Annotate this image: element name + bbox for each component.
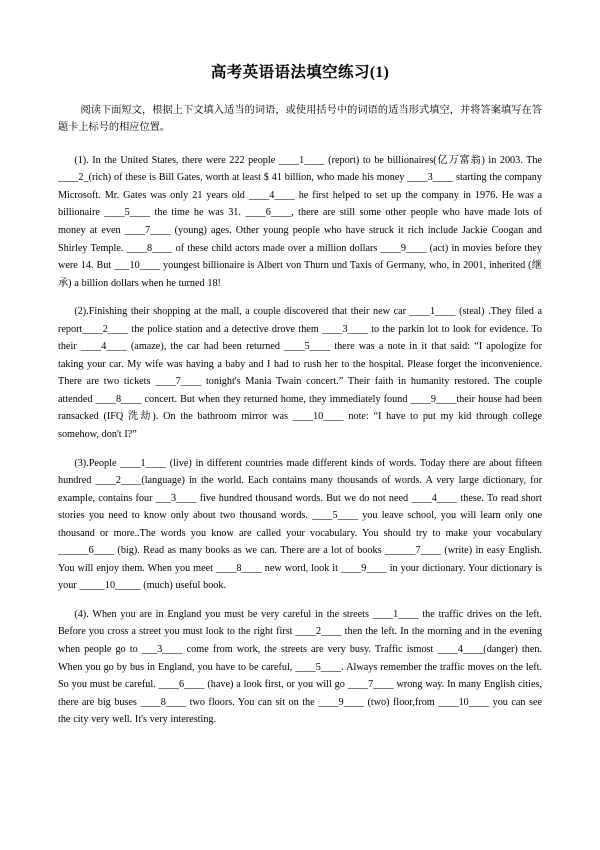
exercise-paragraph-2: (2).Finishing their shopping at the mall, a couple discovered that their new car ____1____ (steal) .They filed a report____2____ the police station and a detective drove them ____3____ to the parkin lot to look for evidence. To their ____4____ (amaze), the car had been returned ____5____ there was a note in it that said: “I apologize for taking your car. My wife was having a baby and I had to rush her to the hospital. Please forget the inconvenience. There are two tickets ____7____ tonight's Mania Twain concert.” Their faith in humanity restored. The couple attended ____8____ concert. But when they returned home, they immediately found ____9____their house had been ransacked (IFQ 洗劫). On the bathroom mirror was ____10____ note: “I have to put my kid through college somehow, don't I?” xyxy=(58,306,542,440)
exercise-paragraph-3: (3).People ____1____ (live) in different countries made different kinds of words. Today there are about fifteen hundred ____2____(language) in the world. Each contains many thousands of words. A very large dictionary, for example, contains four ___3____ five hundred thousand words. But we do not need ____4____ these. To read short stories you need to know only about two thousand words. ____5____ you leave school, you will learn only one thousand or more..The words you know are called your vocabulary. You should try to make your vocabulary ______6____ (big). Read as many books as we can. There are a lot of books ______7____ (write) in easy English. You will enjoy them. When you meet ____8____ new word, look it ____9____ in your dictionary. Your dictionary is your _____10_____ (much) useful book. xyxy=(58,457,542,592)
page-title: 高考英语语法填空练习(1) xyxy=(210,64,390,81)
exercise-paragraph-1: (1). In the United States, there were 222 people ____1____ (report) to be billionaires(亿万富翁) in 2003. The ____2_(rich) of these is Bill Gates, worth at least $ 41 billion, who made his money ____3____ starting the company Microsoft. Mr. Gates was only 21 years old ____4____ he first helped to set up the company in 1976. He was a billionaire ____5____ the time he was 31. ____6____, there are still some other people who have made lots of money at even ____7____ (young) ages. Other young people who have struck it rich include Jackie Coogan and Shirley Temple. ____8____ of these child actors made over a million dollars ____9____ (act) in movies before they were 14. But ___10____ youngest billionaire is Albert von Thurn und Taxis of Germany, who, in 2001, inherited (继承) a billion dollars when he turned 18! xyxy=(58,154,542,289)
exercise-paragraph-4: (4). When you are in England you must be very careful in the streets ____1____ the traffic drives on the left. Before you cross a street you must look to the right first ____2____ then the left. In the morning and in the evening when people go to ___3____ come from work, the streets are very busy. Traffic ismost ____4____(danger) then. When you go by bus in England, you have to be careful, ____5____. Always remember the traffic moves on the left. So you must be careful. ____6____ (have) a look first, or you will go ____7____ wrong way. In many English cities, there are big buses ____8____ two floors. You can sit on the ____9____ (two) floor,from ____10____ you can see the city very well. It's very interesting. xyxy=(58,608,542,726)
instructions-paragraph: 阅读下面短文，根据上下文填入适当的词语，或使用括号中的词语的适当形式填空，并将答案填写在答题卡上标号的相应位置。 xyxy=(58,104,542,134)
